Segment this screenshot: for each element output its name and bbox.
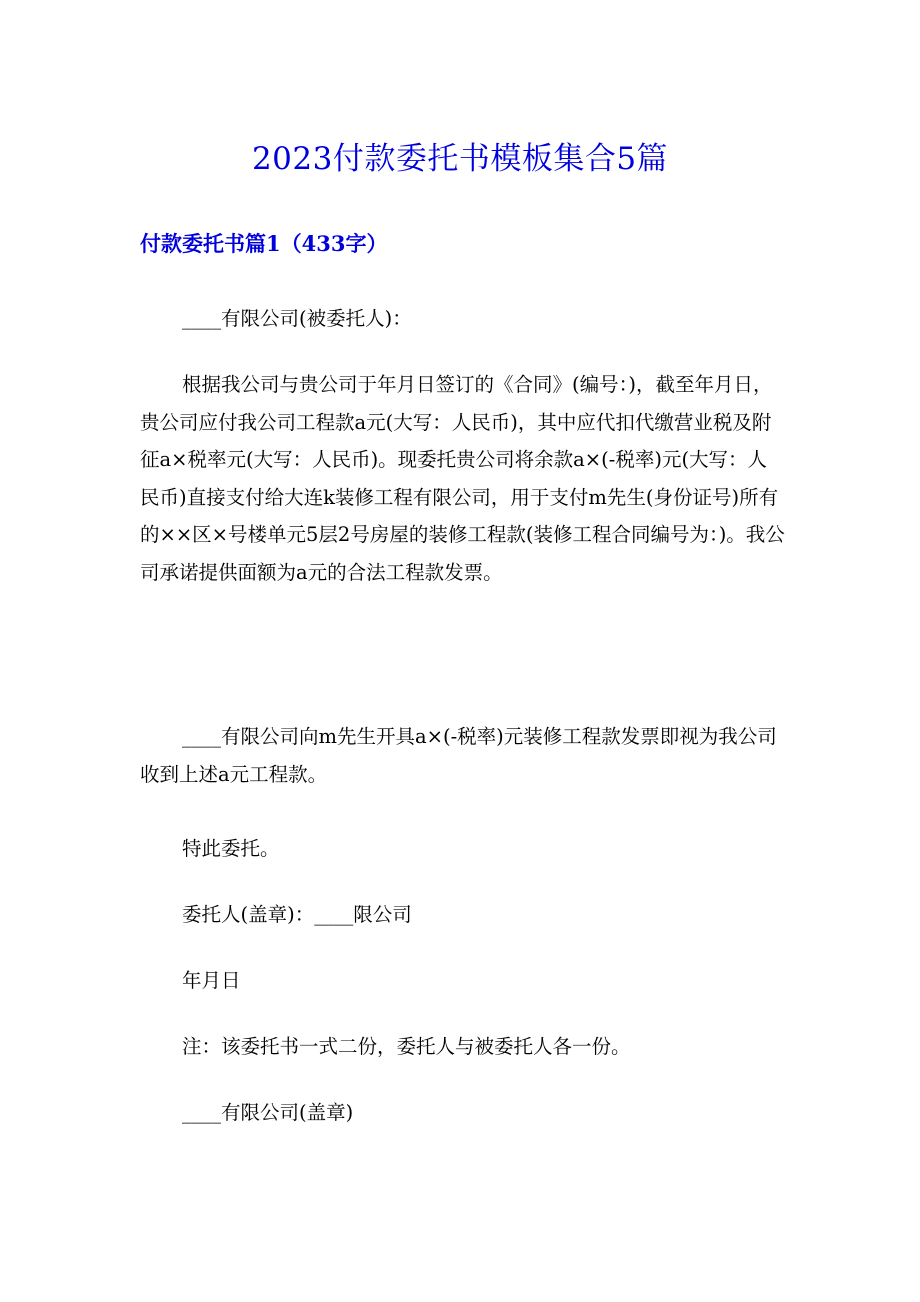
note-paragraph: 注：该委托书一式二份，委托人与被委托人各一份。	[182, 1035, 631, 1058]
document-title: 2023付款委托书模板集合5篇	[251, 141, 669, 177]
section-heading: 付款委托书篇1（433字）	[140, 231, 388, 256]
addressee-paragraph: ____有限公司(被委托人)：	[182, 307, 412, 330]
main-paragraph: 根据我公司与贵公司于年月日签订的《合同》(编号：)，截至年月日，贵公司应付我公司工程款a元(大写：人民币)，其中应代扣代缴营业税及附征a×税率元(大写：人民币)。现委托贵公司将余款a×(-税率)元(大写：人民币)直接支付给大连k装修工程有限公司，用于支付m先生(身份证号)所有的××区×号楼单元5层2号房屋的装修工程款(装修工程合同编号为：)。我公司承诺提供面额为a元的合法工程款发票。	[140, 373, 785, 584]
company-seal-line: ____有限公司(盖章)	[182, 1101, 354, 1124]
date-line: 年月日	[182, 969, 241, 992]
invoice-paragraph: ____有限公司向m先生开具a×(-税率)元装修工程款发票即视为我公司收到上述a元工程款。	[140, 725, 777, 786]
principal-signature-line: 委托人(盖章)：____限公司	[182, 903, 412, 926]
closing-paragraph: 特此委托。	[182, 837, 280, 860]
